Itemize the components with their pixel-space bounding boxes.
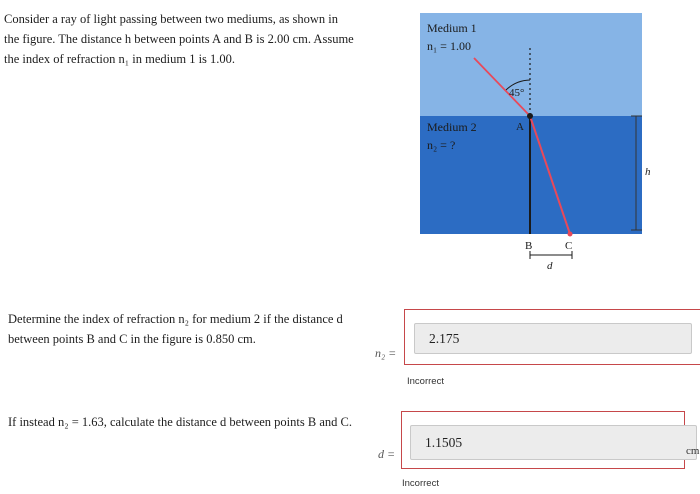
point-c-label: C (565, 240, 573, 252)
d-unit-label: cm (686, 445, 700, 457)
medium1-label: Medium 1 (427, 21, 477, 35)
refraction-figure (420, 13, 680, 275)
part2-question-text: If instead n₂ = 1.63, calculate the distance d between points B and C. (8, 415, 352, 429)
medium2-index: n₂ = ? (427, 138, 456, 152)
point-a-label: A (516, 121, 524, 133)
point-a-marker (527, 113, 533, 119)
d-equation-label: d = (378, 447, 396, 461)
medium1-index: n₁ = 1.00 (427, 39, 471, 53)
d-label: d (547, 260, 553, 272)
point-b-label: B (525, 240, 533, 252)
part1-question-text: Determine the index of refraction n₂ for medium 2 if the distance d between points B and C in the figure is 0.850 cm. (8, 312, 343, 346)
point-c-marker (568, 232, 573, 237)
problem-intro-text: Consider a ray of light passing between two mediums, as shown in the figure. The distance h between points A and B is 2.00 cm. Assume the index of refraction n₁ in medium 1 is 1.00. (4, 12, 354, 66)
n2-answer-input[interactable]: 2.175 (414, 323, 692, 354)
medium2-label: Medium 2 (427, 120, 477, 134)
n2-equation-label: n₂ = (375, 346, 397, 360)
answer2-status: Incorrect (402, 478, 439, 489)
h-label: h (645, 166, 651, 178)
d-answer-input[interactable]: 1.1505 (410, 425, 697, 460)
answer1-status: Incorrect (407, 376, 444, 387)
angle-label: 45° (509, 87, 525, 99)
